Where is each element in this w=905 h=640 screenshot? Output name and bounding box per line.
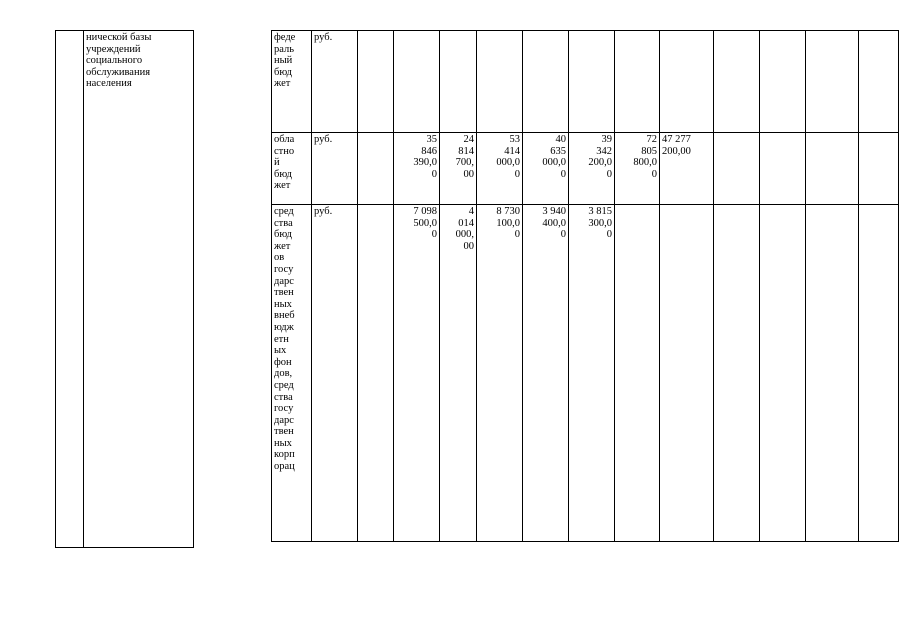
value-cell <box>714 31 760 133</box>
value-cell: 24 814 700, 00 <box>440 133 477 205</box>
value-cell <box>760 31 806 133</box>
value-cell: 3 940 400,0 0 <box>523 205 569 542</box>
value-cell <box>859 31 899 133</box>
value-cell <box>714 133 760 205</box>
value-cell: 40 635 000,0 0 <box>523 133 569 205</box>
funding-table <box>271 30 899 542</box>
value-cell: 72 805 800,0 0 <box>615 133 660 205</box>
source-cell: сред ства бюд жет ов госу дарс твен ных внеб юдж етн ых фон дов, сред ства госу дарс твен ных корп орац <box>272 205 312 542</box>
value-cell <box>523 31 569 133</box>
value-cell <box>358 205 394 542</box>
activity-name-cell: нической базы учреждений социального обслуживания населения <box>84 31 194 548</box>
value-cell <box>394 31 440 133</box>
value-cell: 8 730 100,0 0 <box>477 205 523 542</box>
value-cell <box>477 31 523 133</box>
value-cell <box>760 205 806 542</box>
value-cell <box>358 133 394 205</box>
unit-cell: руб. <box>312 31 358 133</box>
value-cell <box>569 31 615 133</box>
value-cell <box>615 31 660 133</box>
value-cell <box>615 205 660 542</box>
source-cell: обла стно й бюд жет <box>272 133 312 205</box>
value-cell <box>660 205 714 542</box>
value-cell <box>440 31 477 133</box>
table-row-extrabudgetary-funds <box>272 205 899 542</box>
value-cell: 4 014 000, 00 <box>440 205 477 542</box>
value-cell: 53 414 000,0 0 <box>477 133 523 205</box>
value-cell: 39 342 200,0 0 <box>569 133 615 205</box>
value-cell <box>714 205 760 542</box>
value-cell <box>806 205 859 542</box>
value-cell: 7 098 500,0 0 <box>394 205 440 542</box>
activity-table <box>55 30 194 548</box>
value-cell <box>358 31 394 133</box>
value-cell: 47 277 200,00 <box>660 133 714 205</box>
unit-cell: руб. <box>312 205 358 542</box>
value-cell: 35 846 390,0 0 <box>394 133 440 205</box>
table-row-regional-budget <box>272 133 899 205</box>
value-cell <box>806 133 859 205</box>
value-cell <box>806 31 859 133</box>
value-cell <box>859 133 899 205</box>
unit-cell: руб. <box>312 133 358 205</box>
table-row-federal-budget <box>272 31 899 133</box>
row-number-cell <box>56 31 84 548</box>
value-cell <box>859 205 899 542</box>
value-cell: 3 815 300,0 0 <box>569 205 615 542</box>
value-cell <box>660 31 714 133</box>
source-cell: феде раль ный бюд жет <box>272 31 312 133</box>
value-cell <box>760 133 806 205</box>
